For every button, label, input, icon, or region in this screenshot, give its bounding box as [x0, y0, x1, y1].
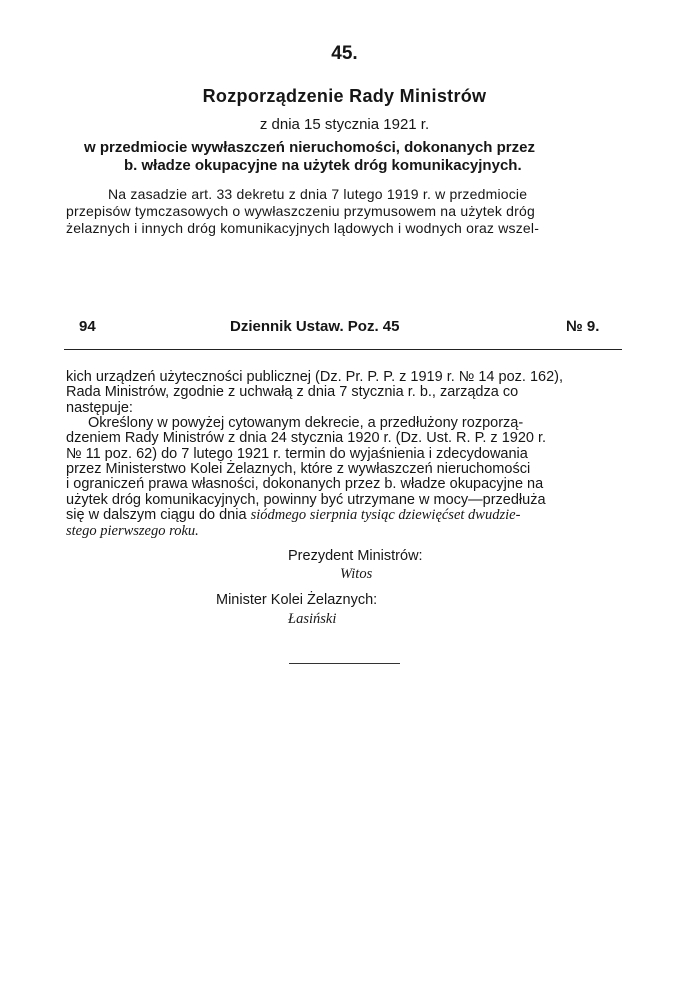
rail-minister-name: Łasiński — [288, 611, 337, 627]
journal-name: Dziennik Ustaw. Poz. 45 — [230, 318, 400, 335]
text-line-10-start: się w dalszym ciągu do dnia — [66, 507, 251, 523]
pm-title: Prezydent Ministrów: — [288, 548, 423, 564]
header-rule — [64, 349, 622, 350]
subject-line-1: w przedmiocie wywłaszczeń nieruchomości, dokonanych przez — [84, 139, 535, 156]
text-line-6: № 11 poz. 62) do 7 lutego 1921 r. termin do wyjaśnienia i zdecydowania — [66, 446, 528, 462]
text-line-3: następuje: — [66, 400, 133, 416]
issue-number: № 9. — [566, 318, 600, 335]
document-title: Rozporządzenie Rady Ministrów — [202, 86, 487, 106]
subject-line-2: b. władze okupacyjne na użytek dróg komunikacyjnych. — [124, 157, 522, 174]
italic-date-part-1: siódmego sierpnia tysiąc dziewięćset dwudzie- — [250, 507, 521, 523]
body-line-1: Na zasadzie art. 33 dekretu z dnia 7 lutego 1919 r. w przedmiocie — [108, 186, 528, 202]
act-number: 45. — [331, 43, 358, 64]
italic-date-part-2: stego pierwszego roku. — [66, 523, 199, 539]
text-line-10 — [66, 508, 520, 524]
closing-rule — [289, 663, 400, 664]
rail-minister-title: Minister Kolei Żelaznych: — [216, 592, 378, 608]
body-line-3: żelaznych i innych dróg komunikacyjnych lądowych i wodnych oraz wszel- — [66, 220, 540, 236]
text-line-7: przez Ministerstwo Kolei Żelaznych, które z wywłaszczeń nieruchomości — [66, 461, 531, 477]
text-line-4: Określony w powyżej cytowanym dekrecie, a przedłużony rozporzą- — [88, 415, 524, 431]
page-number: 94 — [79, 318, 96, 335]
pm-name: Witos — [340, 566, 373, 582]
text-line-8: i ograniczeń prawa własności, dokonanych przez b. władze okupacyjne na — [66, 476, 544, 492]
body-line-2: przepisów tymczasowych o wywłaszczeniu przymusowem na użytek dróg — [66, 203, 535, 219]
date-line: z dnia 15 stycznia 1921 r. — [259, 116, 430, 133]
text-line-9: użytek dróg komunikacyjnych, powinny być utrzymane w mocy—przedłuża — [66, 492, 546, 508]
text-line-2: Rada Ministrów, zgodnie z uchwałą z dnia 7 stycznia r. b., zarządza co — [66, 384, 519, 400]
text-line-1: kich urządzeń użyteczności publicznej (Dz. Pr. P. P. z 1919 r. № 14 poz. 162), — [66, 369, 564, 385]
text-line-5: dzeniem Rady Ministrów z dnia 24 stycznia 1920 r. (Dz. Ust. R. P. z 1920 r. — [66, 430, 547, 446]
